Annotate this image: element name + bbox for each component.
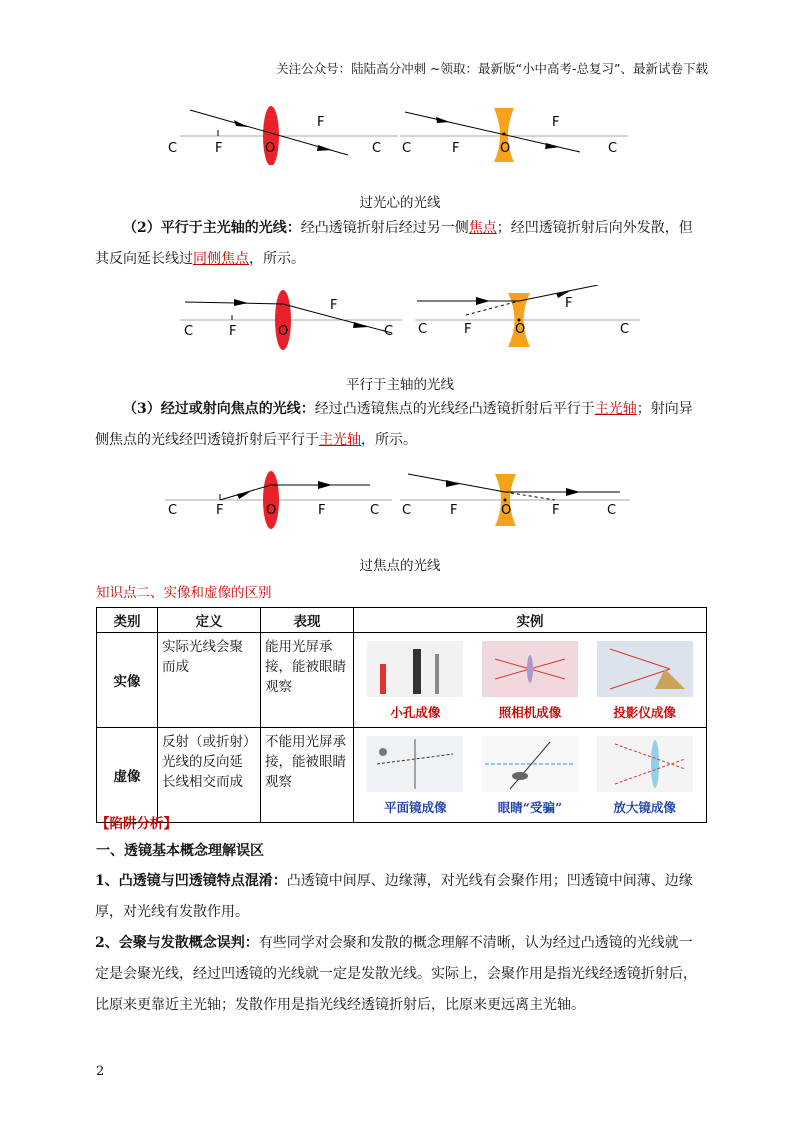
svg-text:C: C — [168, 503, 178, 518]
table-row — [97, 633, 707, 728]
concave-diagram-3 — [400, 474, 630, 526]
row-performance: 能用光屏承接，能被眼睛观察 — [261, 633, 354, 728]
svg-text:F: F — [229, 324, 237, 339]
convex-lens — [263, 106, 279, 165]
svg-text:F: F — [330, 298, 338, 313]
example-plane-mirror: 平面镜成像 — [365, 734, 465, 816]
svg-text:F: F — [216, 503, 224, 518]
paragraph-focus-rays: （3）经过或射向焦点的光线：经过凸透镜焦点的光线经凸透镜折射后平行于主光轴；射向异 侧焦点的光线经凹透镜折射后平行于主光轴，所示。 — [95, 401, 693, 448]
figure-caption-3: 过焦点的光线 — [359, 558, 441, 574]
label-o: O — [500, 141, 511, 156]
real-virtual-image-table — [96, 607, 707, 823]
svg-text:F: F — [464, 322, 472, 337]
label-o: O — [265, 141, 276, 156]
svg-text:C: C — [402, 503, 412, 518]
figure-caption-1: 过光心的光线 — [359, 195, 441, 211]
paragraph-convex-concave: 1、凸透镜与凹透镜特点混淆：凸透镜中间厚、边缘薄，对光线有会聚作用；凹透镜中间薄、边缘 厚，对光线有发散作用。 — [95, 873, 693, 920]
row-category: 虚像 — [97, 728, 158, 823]
svg-text:C: C — [418, 322, 428, 337]
svg-text:C: C — [620, 322, 630, 337]
figure-optical-center — [160, 100, 640, 165]
plane-mirror-image — [365, 734, 465, 794]
example-projector: 投影仪成像 — [595, 639, 695, 721]
example-pinhole: 小孔成像 — [365, 639, 465, 721]
label-f: F — [552, 115, 560, 130]
label-f: F — [317, 115, 325, 130]
eye-deceived-image — [480, 734, 580, 794]
table-row — [97, 728, 707, 823]
link-focus: 焦点 — [468, 220, 497, 236]
link-principal-axis: 主光轴 — [594, 401, 637, 417]
concave-diagram-1 — [400, 108, 628, 162]
figure-parallel-rays — [170, 285, 650, 350]
svg-text:C: C — [384, 324, 394, 339]
row-performance: 不能用光屏承接，能被眼睛观察 — [261, 728, 354, 823]
convex-diagram-2 — [180, 290, 402, 350]
example-magnifier: 放大镜成像 — [595, 734, 695, 816]
example-eye-deceived: 眼睛“受骗” — [480, 734, 580, 816]
row-examples — [354, 633, 707, 728]
figure-caption-2: 平行于主轴的光线 — [346, 377, 454, 393]
label-c: C — [168, 141, 178, 156]
svg-text:F: F — [318, 503, 326, 518]
row-category: 实像 — [97, 633, 158, 728]
page-header: 关注公众号：陆陆高分冲刺 ~领取：最新版“小中高考-总复习”、最新试卷下载 — [276, 61, 708, 76]
label-f: F — [215, 141, 223, 156]
row-definition: 实际光线会聚而成 — [158, 633, 261, 728]
header-definition: 定义 — [158, 608, 261, 633]
label-c: C — [608, 141, 618, 156]
svg-text:O: O — [266, 503, 277, 518]
svg-text:C: C — [184, 324, 194, 339]
label-f: F — [452, 141, 460, 156]
concave-diagram-2 — [415, 285, 640, 347]
link-principal-axis: 主光轴 — [319, 432, 361, 448]
trap-analysis-title: 【陷阱分析】 — [96, 816, 177, 832]
label-c: C — [402, 141, 412, 156]
figure-focus-rays — [160, 468, 640, 530]
svg-text:F: F — [450, 503, 458, 518]
link-same-side-focus: 同侧焦点 — [193, 251, 249, 267]
header-examples: 实例 — [354, 608, 707, 633]
example-camera: 照相机成像 — [480, 639, 580, 721]
convex-diagram-1 — [168, 106, 398, 165]
label-c: C — [372, 141, 382, 156]
knowledge-point-title: 知识点二、实像和虚像的区别 — [96, 585, 272, 601]
magnifier-image — [595, 734, 695, 794]
svg-text:C: C — [370, 503, 380, 518]
row-examples — [354, 728, 707, 823]
svg-text:O: O — [278, 324, 289, 339]
svg-text:C: C — [607, 503, 617, 518]
svg-text:F: F — [552, 503, 560, 518]
camera-image — [480, 639, 580, 699]
svg-text:O: O — [501, 503, 512, 518]
paragraph-parallel-rays: （2）平行于主光轴的光线：经凸透镜折射后经过另一侧焦点；经凹透镜折射后向外发散，但 其反向延长线过同侧焦点，所示。 — [95, 220, 693, 267]
svg-text:F: F — [565, 296, 573, 311]
header-performance: 表现 — [261, 608, 354, 633]
section-one-title: 一、透镜基本概念理解误区 — [96, 843, 264, 859]
pinhole-image — [365, 639, 465, 699]
row-definition: 反射（或折射）光线的反向延长线相交而成 — [158, 728, 261, 823]
header-category: 类别 — [97, 608, 158, 633]
projector-image — [595, 639, 695, 699]
page-number: 2 — [96, 1064, 105, 1079]
paragraph-converge-diverge: 2、会聚与发散概念误判：有些同学对会聚和发散的概念理解不清晰，认为经过凸透镜的光线就一 定是会聚光线，经过凹透镜的光线就一定是发散光线。实际上，会聚作用是指光线经透镜折射后， 比原来更靠近主光轴；发散作用是指光线经透镜折射后，比原来更远离主光轴。 — [95, 935, 697, 1013]
convex-diagram-3 — [165, 471, 392, 529]
svg-text:O: O — [515, 322, 526, 337]
